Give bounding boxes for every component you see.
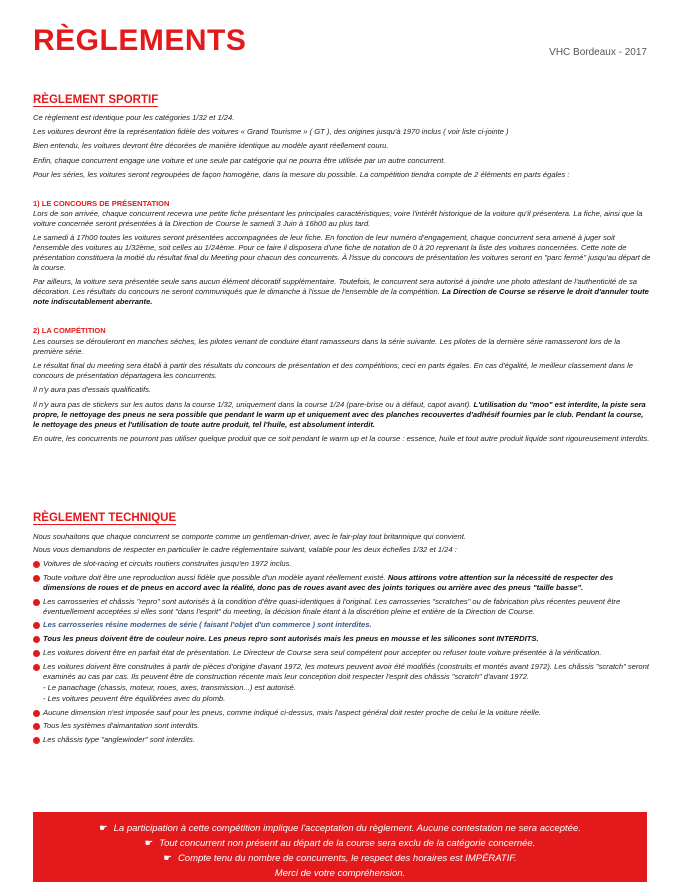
list-item-text: Toute voiture doit être une reproduction aussi fidèle que possible d'un modèle ayant réellement existé.	[43, 572, 386, 582]
list-item-text: Les voitures doivent être en parfait état de présentation. Le Directeur de Course sera seul compétent pour accepter ou refuser toute voiture présentée à la vérification.	[43, 647, 602, 657]
footer-banner	[33, 812, 647, 882]
paragraph-bold: L'utilisation du "moo" est interdite, la piste sera propre, le nettoyage des pneus ne sera possible que pendant le warm up et uniquement avec des planches recouvertes d'adhésif fournies par le club. Pendant la course, le nettoyage des pneus et l'utilisation de toute autre produit, tel l'huile, est absolument interdit.	[33, 399, 646, 429]
footer-line	[33, 836, 647, 851]
list-item	[33, 573, 653, 593]
competition-block	[33, 337, 651, 448]
list-item-text: Voitures de slot-racing et circuits routiers construites jusqu'en 1972 inclus.	[43, 559, 292, 568]
hand-pointing-icon: ☛	[144, 838, 154, 849]
list-item-text: Aucune dimension n'est imposée sauf pour les pneus, comme indiqué ci-dessus, mais l'aspect général doit rester proche de celui le la voiture réelle.	[43, 707, 542, 717]
subsection-title-competition: 2) LA COMPÉTITION	[33, 326, 106, 335]
list-item	[33, 559, 653, 569]
list-item	[33, 634, 653, 644]
footer-line-text: Compte tenu du nombre de concurrents, le respect des horaires est IMPÉRATIF.	[177, 853, 517, 864]
hand-pointing-icon: ☛	[99, 823, 108, 834]
footer-line: Merci de votre compréhension.	[274, 868, 406, 879]
list-item	[33, 721, 653, 731]
paragraph: En outre, les concurrents ne pourront pas utiliser quelque produit que ce soit pendant le warm up et la course : essence, huile et tout autre produit liquide sont rigoureusement interdits.	[33, 433, 650, 443]
bullet-icon	[33, 622, 40, 629]
technique-intro	[33, 532, 651, 558]
list-item	[33, 662, 653, 704]
paragraph	[33, 400, 651, 430]
paragraph: Ce règlement est identique pour les catégories 1/32 et 1/24.	[33, 113, 235, 122]
paragraph: Nous vous demandons de respecter en particulier le cadre réglementaire suivant, valable pour les deux échelles 1/32 et 1/24 :	[33, 545, 457, 554]
paragraph: Les courses se dérouleront en manches sèches, les pilotes venant de conduire étant ramasseurs dans la série suivante. Les pilotes de la dernière série ramasseront lors de la première série.	[33, 337, 621, 356]
footer-line	[33, 821, 647, 836]
section-title-technique: RÈGLEMENT TECHNIQUE	[33, 512, 177, 524]
sub-item: - Le panachage (chassis, moteur, roues, axes, transmission...) est autorisé.	[43, 682, 296, 692]
paragraph: Le samedi à 17h00 toutes les voitures seront présentées accompagnées de leur fiche. En fonction de leur numéro d'engagement, chaque concurrent sera amené à juger soit l'ensemble des voitures au 1/32ème, soit celles au 1/24ème. Pour ce faire il disposera d'une fiche de notation de 0 à 20 reprenant la liste des voitures concernées. Cette note de présentation constituera la moitié du résultat final du Meeting pour chacun des concurrents. À l'issue du concours de présentation les voitures seront en "parc fermé" jusqu'au départ de la course.	[33, 233, 651, 273]
sportif-intro	[33, 113, 651, 184]
list-item	[33, 648, 653, 658]
list-item	[33, 735, 653, 745]
list-item-bold: Les carrosseries résine modernes de série ( faisant l'objet d'un commerce ) sont interdites.	[43, 620, 372, 630]
footer-line	[33, 851, 647, 866]
bullet-icon	[33, 650, 40, 657]
list-item-text: Les châssis type "anglewinder" sont interdits.	[43, 735, 195, 745]
concours-block	[33, 209, 651, 312]
paragraph-bold: La Direction de Course se réserve le droit d'annuler toute note indiscutablement aberrante.	[33, 287, 649, 307]
hand-pointing-icon: ☛	[163, 853, 172, 864]
list-item-text: Les voitures doivent être construites à partir de pièces d'origine d'avant 1972, les moteurs peuvent avoir été modifiés (construits et montés avant 1972). Les châssis "scratch" seront examinés au cas par cas. Ils peuvent être de construction récente mais leur conception doit respecter l'esprit des châssis "scratch" d'avant 1972.	[43, 661, 649, 681]
list-item-bold: Nous attirons votre attention sur la nécessité de respecter des dimensions de roues et de pneus en accord avec la réalité, donc pas de roues avant avec des joints toriques ou arrière avec des pneus "taille basse".	[43, 572, 614, 592]
paragraph: Enfin, chaque concurrent engage une voiture et une seule par catégorie qui ne pourra être utilisée par un autre concurrent.	[33, 155, 446, 165]
paragraph: Bien entendu, les voitures devront être décorées de manière identique au modèle ayant réellement couru.	[33, 141, 389, 151]
technique-list	[33, 559, 653, 749]
paragraph: Nous souhaitons que chaque concurrent se comporte comme un gentleman-driver, avec le fair-play tout britannique qui convient.	[33, 532, 466, 541]
bullet-icon	[33, 710, 40, 717]
subsection-title-concours: 1) LE CONCOURS DE PRÉSENTATION	[33, 199, 170, 208]
bullet-icon	[33, 737, 40, 744]
section-title-sportif: RÈGLEMENT SPORTIF	[33, 94, 159, 106]
page-title: RÈGLEMENTS	[33, 24, 247, 57]
list-item-bold: Tous les pneus doivent être de couleur noire. Les pneus repro sont autorisés mais les pneus en mousse et les silicones sont INTERDITS.	[43, 634, 539, 644]
bullet-icon	[33, 723, 40, 730]
paragraph	[33, 277, 651, 307]
bullet-icon	[33, 599, 40, 606]
bullet-icon	[33, 575, 40, 582]
paragraph: Il n'y aura pas d'essais qualificatifs.	[33, 385, 152, 395]
bullet-icon	[33, 561, 40, 568]
paragraph: Pour les séries, les voitures seront regroupées de façon homogène, dans la mesure du possible. La compétition tiendra compte de 2 éléments en parts égales :	[33, 169, 570, 179]
list-item	[33, 597, 653, 617]
edition-label: VHC Bordeaux - 2017	[549, 47, 647, 58]
list-item	[33, 708, 653, 718]
paragraph: Le résultat final du meeting sera établi à partir des résultats du concours de présentation et des compétitions, ceci en parts égales. En cas d'égalité, le meilleur classement dans le concours de présentation départagera les concurrents.	[33, 361, 633, 381]
paragraph: Les voitures devront être la représentation fidèle des voitures « Grand Tourisme » ( GT ), des origines jusqu'à 1970 inclus ( voir liste ci-jointe )	[33, 127, 509, 137]
bullet-icon	[33, 636, 40, 643]
list-item-text: Les carrosseries et châssis "repro" sont autorisés à la condition d'être quasi-identiques à l'original. Les carrosseries "scratches" ou de fabrication plus récentes peuvent être éventuellement acceptées si elles sont "dans l'esprit" du meeting, la décision finale étant à la discrétion pleine et entière de la Direction de Course.	[43, 596, 621, 616]
footer-line-text: Tout concurrent non présent au départ de la course sera exclu de la catégorie concernée.	[159, 838, 536, 849]
sub-item: - Les voitures peuvent être équilibrées avec du plomb.	[43, 693, 226, 703]
list-item-text: Tous les systèmes d'aimantation sont interdits.	[43, 721, 200, 731]
bullet-icon	[33, 664, 40, 671]
paragraph-text: Il n'y aura pas de stickers sur les autos dans la course 1/32, uniquement dans la course 1/24 (pare-brise ou à défaut, capot avant).	[33, 399, 472, 409]
paragraph: Lors de son arrivée, chaque concurrent recevra une petite fiche présentant les principales caractéristiques, voire l'intérêt historique de la voiture qu'il présentera. La fiche, ainsi que la voiture concernée seront présentées à la Direction de Course le samedi 3 Juin à 16h00 au plus tard.	[33, 209, 643, 228]
list-item	[33, 620, 653, 630]
paragraph-text: Par ailleurs, la voiture sera présentée seule sans aucun élément décoratif supplémentaire. Toutefois, le concurrent sera autorisé à joindre une photo attestant de l'authenticité de sa décoration. Les résultats du concours ne seront communiqués que le dimanche à l'issue de l'ensemble de la compétition.	[33, 277, 637, 297]
footer-line-text: La participation à cette compétition implique l'acceptation du règlement. Aucune contestation ne sera acceptée.	[113, 823, 581, 834]
